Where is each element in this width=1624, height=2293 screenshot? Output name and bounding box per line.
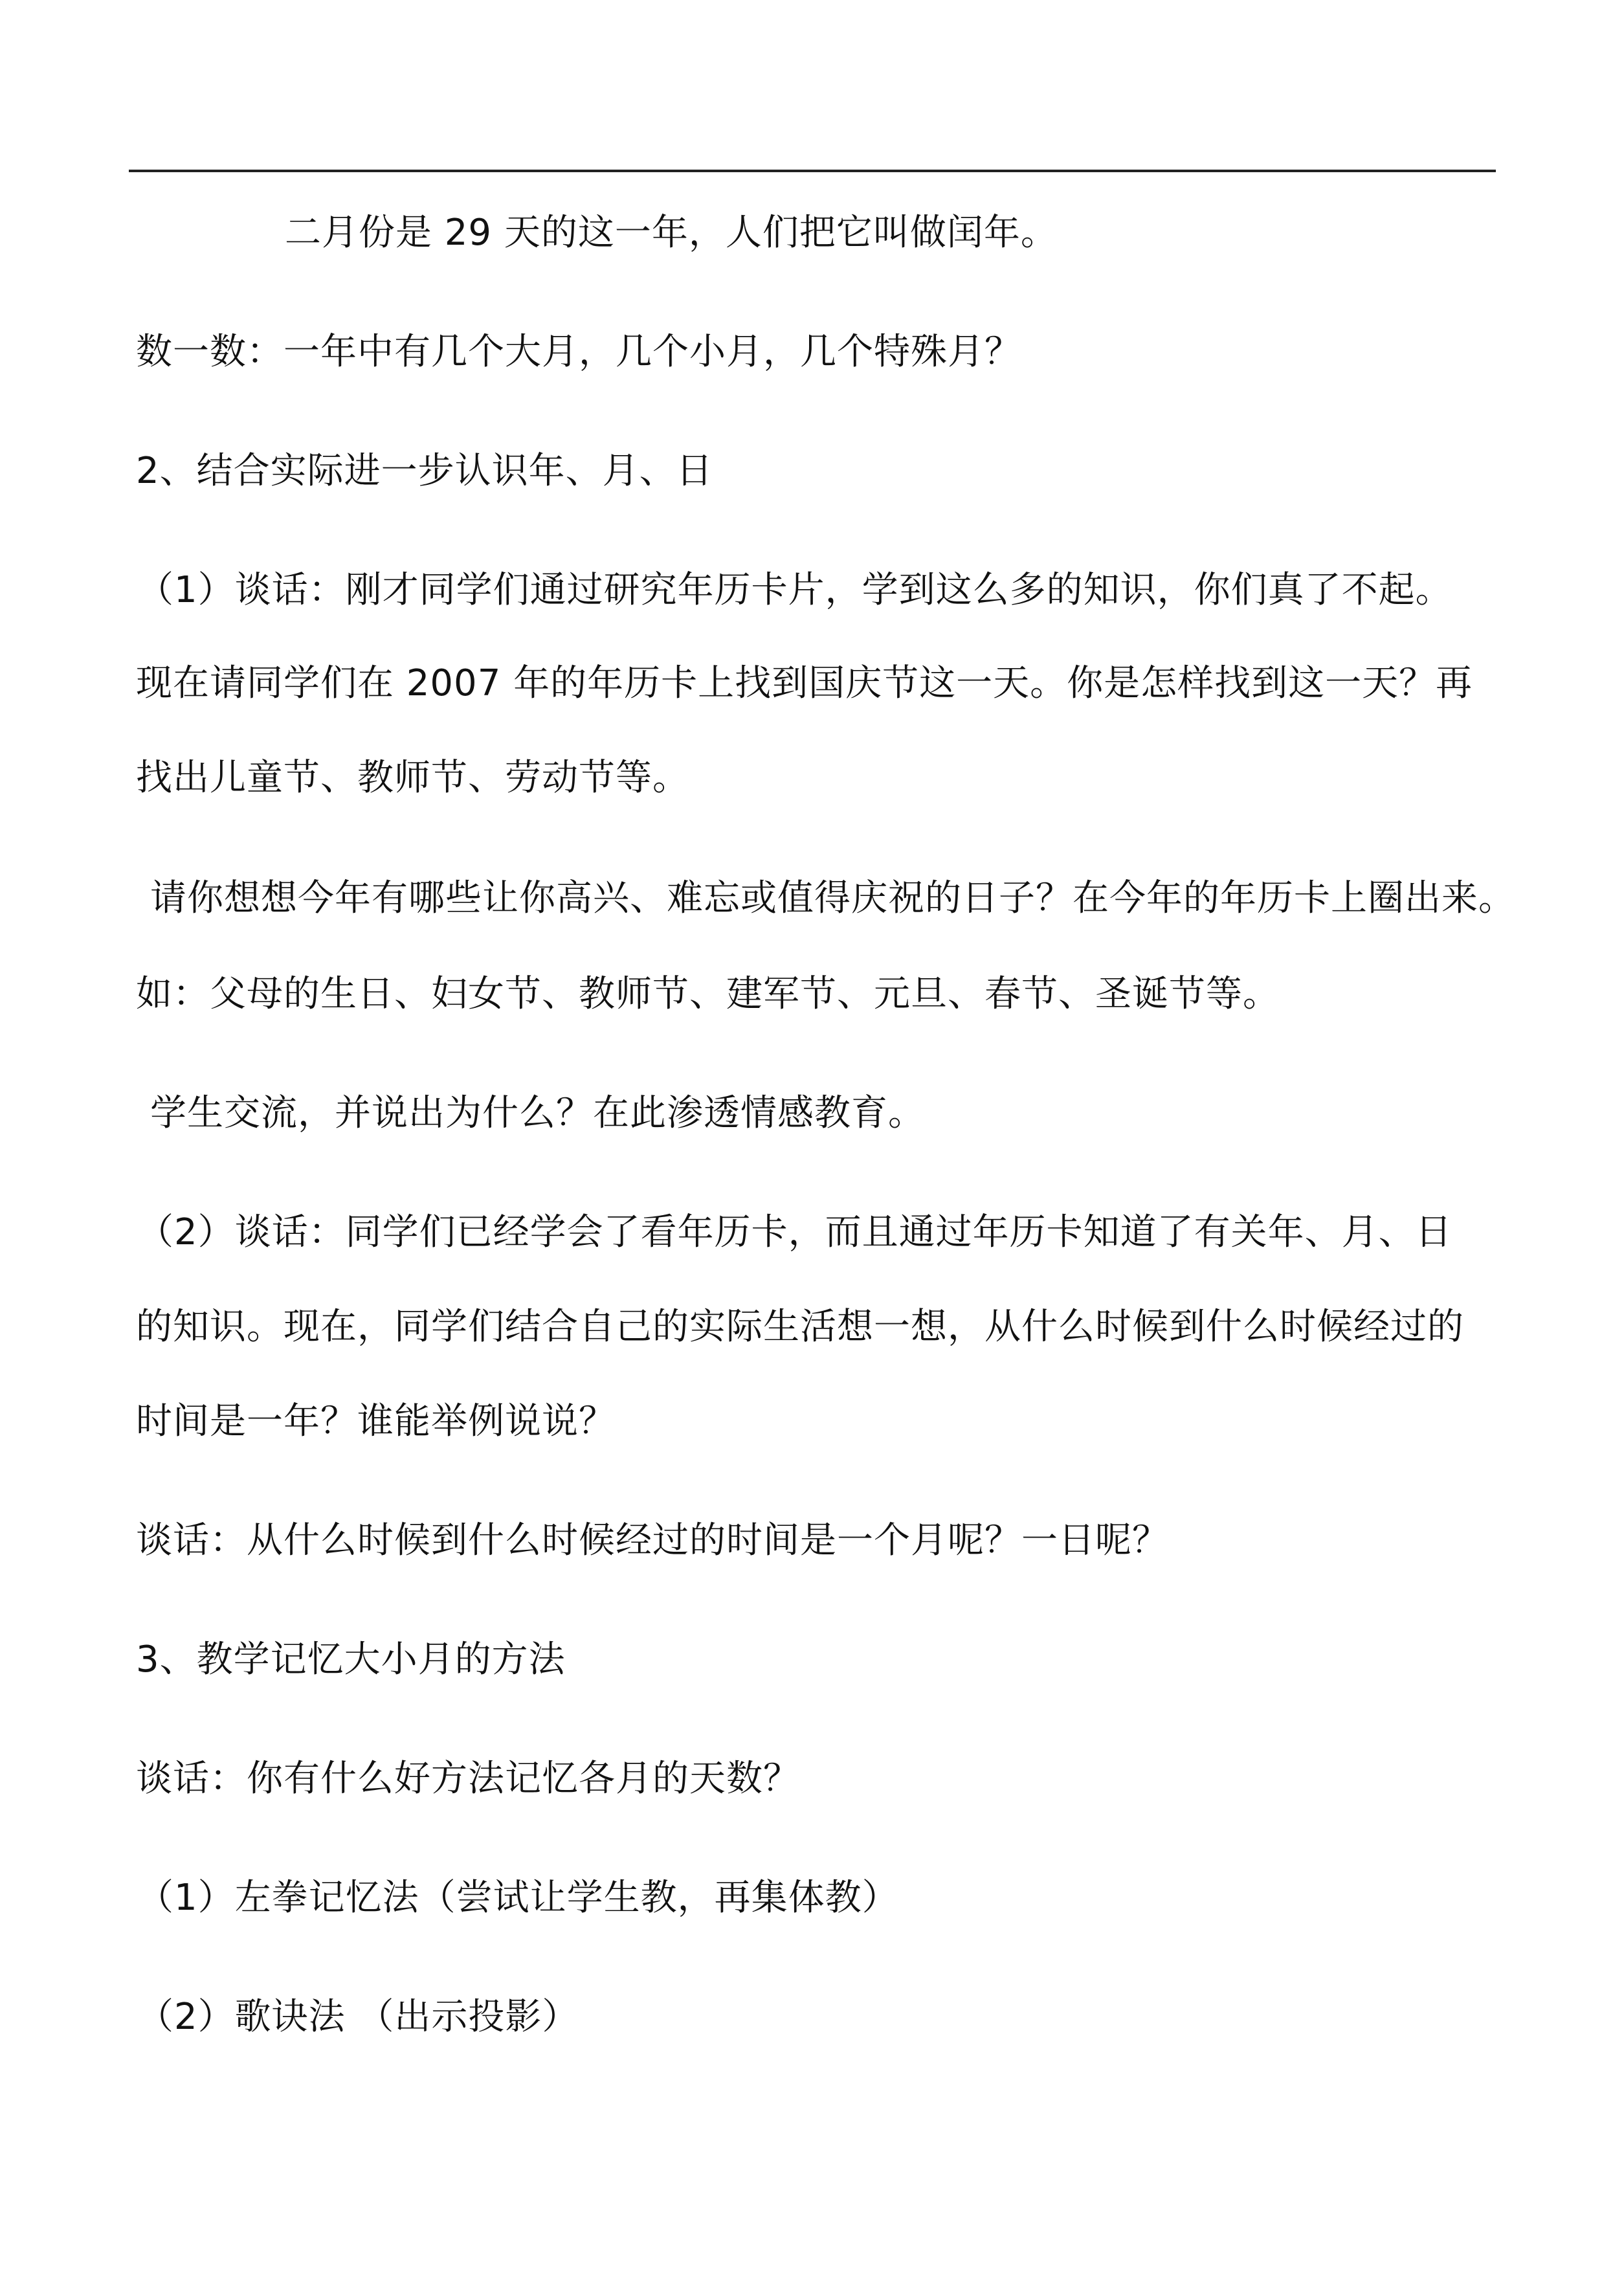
paragraph-think-line-2: 如：父母的生日、妇女节、教师节、建军节、元旦、春节、圣诞节等。 (136, 973, 1280, 1015)
paragraph-talk-month-day: 谈话：从什么时候到什么时候经过的时间是一个月呢？一日呢？ (136, 1519, 1169, 1561)
paragraph-student-exchange: 学生交流，并说出为什么？在此渗透情感教育。 (150, 1092, 925, 1134)
header-rule (129, 170, 1496, 172)
section-heading-3: 3、教学记忆大小月的方法 (136, 1639, 566, 1681)
paragraph-talk-2-line-2: 的知识。现在，同学们结合自己的实际生活想一想，从什么时候到什么时候经过的 (136, 1306, 1464, 1348)
paragraph-count-months: 数一数：一年中有几个大月，几个小月，几个特殊月？ (136, 331, 1021, 373)
list-item-rhyme-method: （2）歌诀法 （出示投影） (137, 1996, 579, 2038)
section-heading-2: 2、结合实际进一步认识年、月、日 (136, 450, 713, 492)
paragraph-talk-2-line-1: （2）谈话：同学们已经学会了看年历卡，而且通过年历卡知道了有关年、月、日 (137, 1211, 1452, 1253)
paragraph-talk-1-line-2: 现在请同学们在 2007 年的年历卡上找到国庆节这一天。你是怎样找到这一天？再 (136, 662, 1473, 704)
paragraph-leap-year: 二月份是 29 天的这一年，人们把它叫做闰年。 (285, 212, 1058, 254)
paragraph-talk-2-line-3: 时间是一年？谁能举例说说？ (136, 1400, 616, 1442)
paragraph-talk-methods: 谈话：你有什么好方法记忆各月的天数？ (136, 1758, 800, 1800)
paragraph-talk-1-line-3: 找出儿童节、教师节、劳动节等。 (136, 757, 689, 799)
paragraph-think-line-1: 请你想想今年有哪些让你高兴、难忘或值得庆祝的日子？在今年的年历卡上圈出来。 (150, 877, 1515, 919)
list-item-left-fist-method: （1）左拳记忆法（尝试让学生教，再集体教） (137, 1877, 899, 1919)
paragraph-talk-1-line-1: （1）谈话：刚才同学们通过研究年历卡片，学到这么多的知识，你们真了不起。 (137, 569, 1452, 611)
